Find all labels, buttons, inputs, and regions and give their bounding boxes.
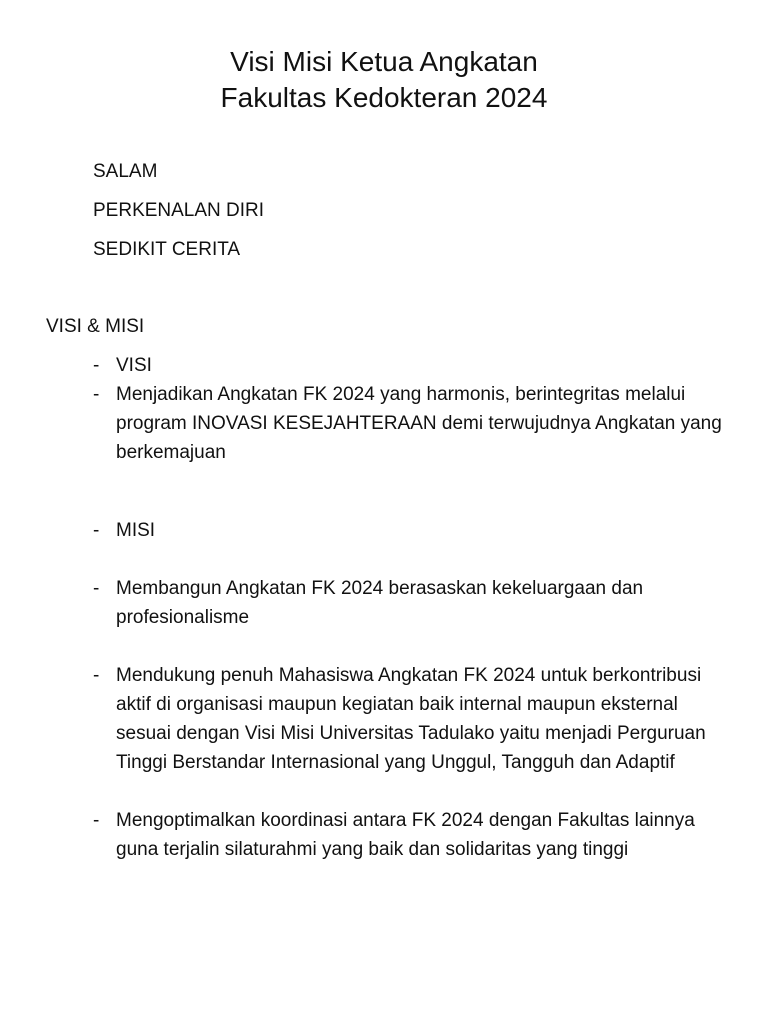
section-heading: VISI & MISI: [46, 316, 145, 337]
title-line-1: Visi Misi Ketua Angkatan: [230, 46, 538, 77]
list-item-misi-3: [93, 806, 733, 864]
intro-list: [93, 158, 264, 275]
page-title: [0, 44, 768, 116]
list-item-misi-1: [93, 574, 733, 632]
list-item-misi-2: [93, 661, 733, 777]
list-item-text: Mengoptimalkan koordinasi antara FK 2024 dengan Fakultas lainnya guna terjalin silaturahmi yang baik dan solidaritas yang tinggi: [116, 810, 695, 860]
list-item-visi-label: [93, 351, 733, 380]
intro-item-perkenalan: PERKENALAN DIRI: [93, 200, 265, 221]
list-item-visi-text: [93, 380, 733, 467]
intro-item-cerita: SEDIKIT CERITA: [93, 239, 241, 260]
dash-marker: -: [93, 384, 100, 405]
list-item-misi-label: [93, 516, 733, 545]
title-line-2: Fakultas Kedokteran 2024: [220, 82, 548, 113]
list-item-text: VISI: [116, 355, 152, 376]
list-item-text: Mendukung penuh Mahasiswa Angkatan FK 2024 untuk berkontribusi aktif di organisasi maupun kegiatan baik internal maupun eksternal sesuai dengan Visi Misi Universitas Tadulako yaitu menjadi Perguruan Tinggi Berstandar Internasional yang Unggul, Tangguh dan Adaptif: [116, 665, 706, 773]
list-item-text: Menjadikan Angkatan FK 2024 yang harmonis, berintegritas melalui program INOVASI KESEJAHTERAAN demi terwujudnya Angkatan yang berkemajuan: [116, 384, 722, 463]
dash-marker: -: [93, 520, 100, 541]
intro-item-salam: SALAM: [93, 161, 158, 182]
visi-misi-list: [93, 351, 733, 864]
dash-marker: -: [93, 665, 100, 686]
dash-marker: -: [93, 578, 100, 599]
dash-marker: -: [93, 810, 100, 831]
list-item-text: MISI: [116, 520, 156, 541]
dash-marker: -: [93, 355, 100, 376]
list-item-text: Membangun Angkatan FK 2024 berasaskan kekeluargaan dan profesionalisme: [116, 578, 644, 628]
